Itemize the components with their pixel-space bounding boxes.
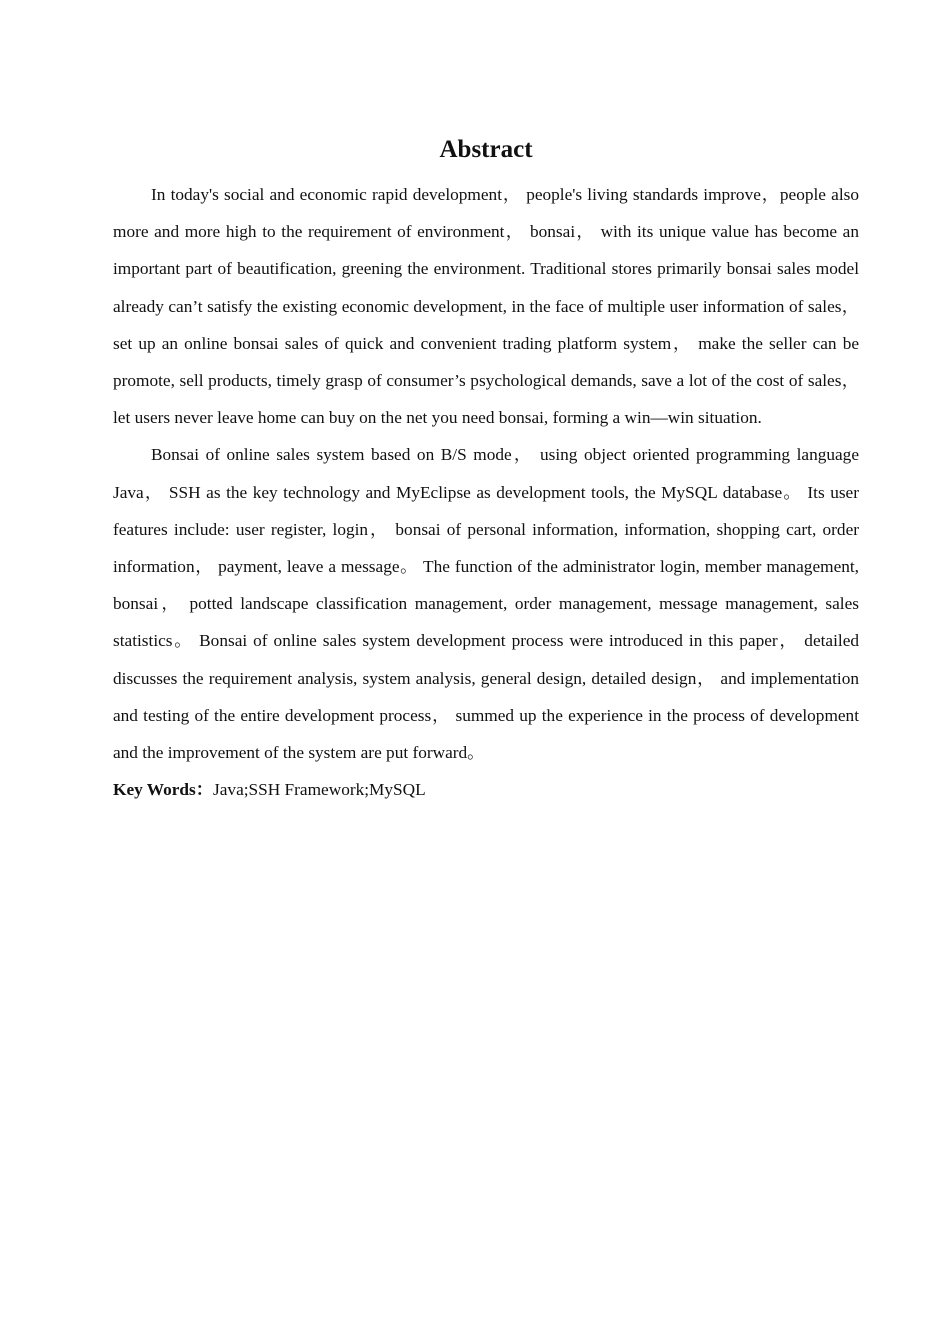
abstract-paragraph-1: In today's social and economic rapid development， people's living standards improve，people also more and more high to the requirement of environment， bonsai， with its unique value has become an important part of beautification, greening the environment. Traditional stores primarily bonsai sales model already can’t satisfy the existing economic development, in the face of multiple user information of sales， set up an online bonsai sales of quick and convenient trading platform system， make the seller can be promote, sell products, timely grasp of consumer’s psychological demands, save a lot of the cost of sales， let users never leave home can buy on the net you need bonsai, forming a win—win situation. [113,185,859,428]
keywords-line [113,771,859,808]
abstract-paragraph-2: Bonsai of online sales system based on B/S mode， using object oriented programming language Java， SSH as the key technology and MyEclipse as development tools, the MySQL database。 Its user features include: user register, login， bonsai of personal information, information, shopping cart, order information， payment, leave a message。 The function of the administrator login, member management, bonsai， potted landscape classification management, order management, message management, sales statistics。 Bonsai of online sales system development process were introduced in this paper， detailed discusses the requirement analysis, system analysis, general design, detailed design， and implementation and testing of the entire development process， summed up the experience in the process of development and the improvement of the system are put forward。 [113,445,859,763]
keywords-label: Key Words： [113,780,214,800]
abstract-section [113,128,859,808]
abstract-title: Abstract [439,136,533,163]
keywords-value: Java;SSH Framework;MySQL [213,780,426,800]
